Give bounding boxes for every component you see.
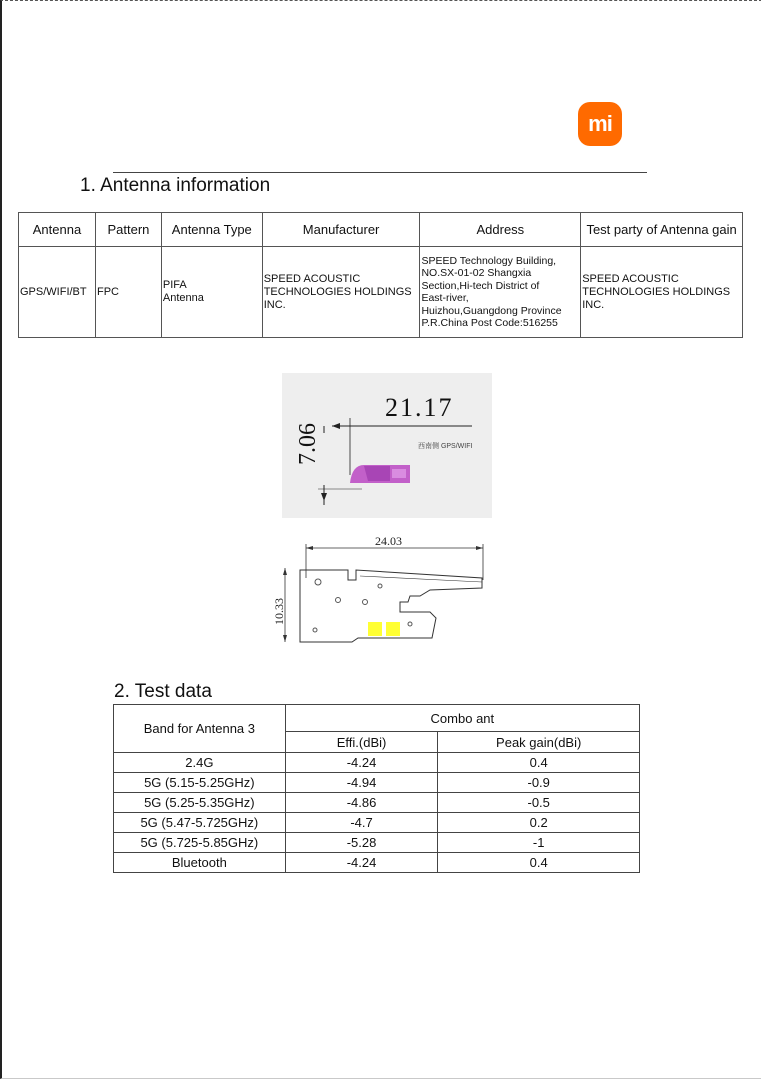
table-row <box>114 773 640 793</box>
address-line-3: Section,Hi-tech District of <box>421 279 540 292</box>
peak-cell: 0.2 <box>438 813 640 833</box>
antenna-table-header-row <box>19 213 743 247</box>
board-height-label: 10.33 <box>272 598 286 625</box>
address-line-4: East-river, <box>421 292 469 304</box>
board-outline-figure <box>260 530 500 652</box>
cell-antenna: GPS/WIFI/BT <box>19 247 96 338</box>
band-cell: 5G (5.47-5.725GHz) <box>114 813 286 833</box>
test-line-1: SPEED ACOUSTIC <box>582 272 679 285</box>
header-pattern: Pattern <box>95 213 161 247</box>
peak-gain-header: Peak gain(dBi) <box>438 732 640 753</box>
cell-address <box>420 247 581 338</box>
header-rule <box>113 172 647 173</box>
peak-cell: -0.9 <box>438 773 640 793</box>
figure1-note: 西南侧 GPS/WIFI <box>418 443 473 450</box>
address-line-6: P.R.China Post Code:516255 <box>421 317 558 329</box>
header-antenna-type: Antenna Type <box>161 213 262 247</box>
antenna-table-row <box>19 247 743 338</box>
manufacturer-line-1: SPEED ACOUSTIC <box>263 272 361 285</box>
peak-cell: 0.4 <box>438 853 640 873</box>
header-manufacturer: Manufacturer <box>262 213 420 247</box>
effi-cell: -4.24 <box>285 753 438 773</box>
type-line-2: Antenna <box>162 292 204 304</box>
band-cell: Bluetooth <box>114 853 286 873</box>
effi-cell: -4.24 <box>285 853 438 873</box>
effi-cell: -4.94 <box>285 773 438 793</box>
effi-header: Effi.(dBi) <box>285 732 438 753</box>
antenna-info-table <box>18 212 743 338</box>
cell-antenna-type <box>161 247 262 338</box>
antenna-dimension-figure <box>282 373 492 518</box>
band-header: Band for Antenna 3 <box>114 705 286 753</box>
peak-cell: -0.5 <box>438 793 640 813</box>
manufacturer-line-2: TECHNOLOGIES HOLDINGS <box>263 285 412 298</box>
test-line-3: INC. <box>582 298 605 311</box>
band-cell: 5G (5.15-5.25GHz) <box>114 773 286 793</box>
address-line-1: SPEED Technology Building, <box>421 254 557 267</box>
section-1-title: 1. Antenna information <box>80 175 271 196</box>
cell-manufacturer <box>262 247 420 338</box>
band-cell: 5G (5.25-5.35GHz) <box>114 793 286 813</box>
width-dimension-label: 21.17 <box>385 393 454 422</box>
manufacturer-line-3: INC. <box>263 298 286 311</box>
test-line-2: TECHNOLOGIES HOLDINGS <box>582 285 731 298</box>
combo-ant-header: Combo ant <box>285 705 639 732</box>
peak-cell: 0.4 <box>438 753 640 773</box>
effi-cell: -4.7 <box>285 813 438 833</box>
table-row <box>114 813 640 833</box>
header-test-party: Test party of Antenna gain <box>581 213 743 247</box>
band-cell: 2.4G <box>114 753 286 773</box>
header-antenna: Antenna <box>19 213 96 247</box>
peak-cell: -1 <box>438 833 640 853</box>
xiaomi-logo <box>578 102 622 146</box>
logo-text: mi <box>588 111 612 136</box>
address-line-2: NO.SX-01-02 Shangxia <box>421 267 532 279</box>
cell-test-party <box>581 247 743 338</box>
type-line-1: PIFA <box>162 279 187 291</box>
test-data-table <box>113 704 640 873</box>
header-address: Address <box>420 213 581 247</box>
address-line-5: Huizhou,Guangdong Province <box>421 304 562 317</box>
height-dimension-label: 7.06 <box>295 423 321 465</box>
table-row <box>114 833 640 853</box>
board-width-label: 24.03 <box>375 534 402 548</box>
section-2-title: 2. Test data <box>114 681 212 702</box>
table-row <box>114 853 640 873</box>
table-row <box>114 753 640 773</box>
effi-cell: -4.86 <box>285 793 438 813</box>
table-row <box>114 793 640 813</box>
cell-pattern: FPC <box>95 247 161 338</box>
test-table-header-row <box>114 705 640 732</box>
effi-cell: -5.28 <box>285 833 438 853</box>
band-cell: 5G (5.725-5.85GHz) <box>114 833 286 853</box>
